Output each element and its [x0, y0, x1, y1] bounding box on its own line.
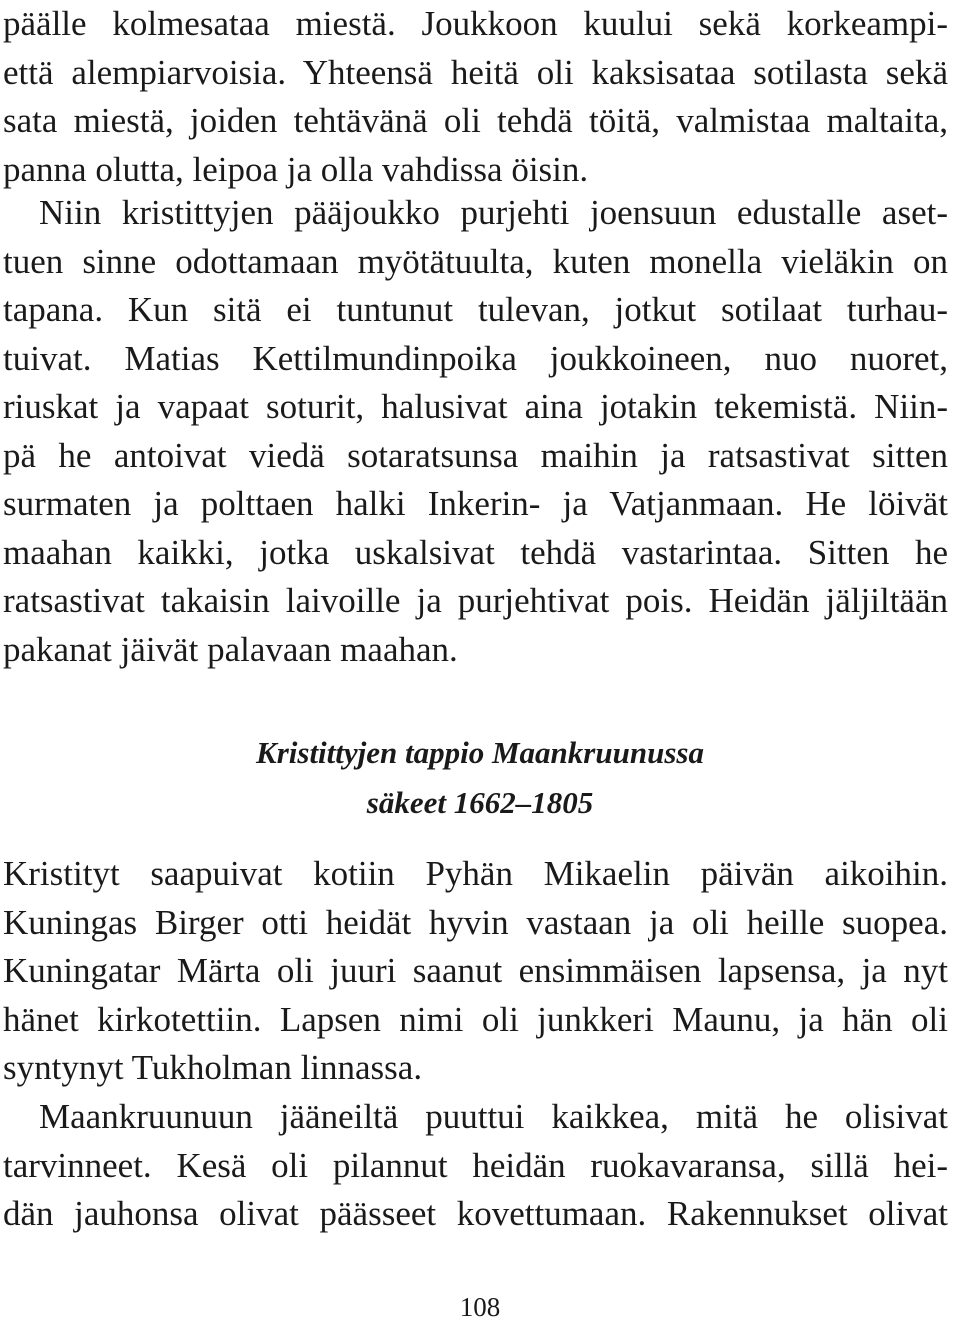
text-line: pakanat jäivät palavaan maahan.: [3, 629, 458, 669]
text-line: pä he antoivat viedä sotaratsunsa maihin ja ratsastivat sitten: [3, 435, 948, 475]
text-line: sata miestä, joiden tehtävänä oli tehdä töitä, valmistaa maltaita,: [3, 101, 948, 140]
text-line: panna olutta, leipoa ja olla vahdissa öisin.: [3, 149, 589, 189]
text-line: hänet kirkotettiin. Lapsen nimi oli junkkeri Maunu, ja hän oli: [3, 999, 948, 1039]
section-heading: [0, 728, 960, 828]
text-line: riuskat ja vapaat soturit, halusivat aina jotakin tekemistä. Niin-: [3, 387, 948, 426]
text-line: dän jauhonsa olivat päässeet kovettumaan. Rakennukset olivat: [3, 1194, 948, 1233]
text-line: Niin kristittyjen pääjoukko purjehti joensuun edustalle aset-: [39, 193, 948, 232]
text-line: tuen sinne odottamaan myötätuulta, kuten monella vieläkin on: [3, 241, 948, 281]
text-line: päälle kolmesataa miestä. Joukkoon kuului sekä korkeampi-: [3, 4, 948, 43]
section-title: Kristittyjen tappio Maankruunussa: [256, 735, 704, 770]
text-line: Kuningas Birger otti heidät hyvin vastaan ja oli heille suopea.: [3, 902, 948, 942]
text-line: ratsastivat takaisin laivoille ja purjehtivat pois. Heidän jäljiltään: [3, 581, 948, 620]
page-number: 108: [459, 1292, 501, 1322]
text-line: että alempiarvoisia. Yhteensä heitä oli kaksisataa sotilasta sekä: [3, 52, 948, 92]
text-line: maahan kaikki, jotka uskalsivat tehdä vastarintaa. Sitten he: [3, 532, 948, 572]
paragraph-return: [3, 850, 948, 1093]
text-line: Kristityt saapuivat kotiin Pyhän Mikaelin päivän aikoihin.: [3, 854, 948, 893]
section-subtitle: säkeet 1662–1805: [366, 785, 594, 820]
text-line: Kuningatar Märta oli juuri saanut ensimmäisen lapsensa, ja nyt: [3, 951, 948, 990]
text-line: tapana. Kun sitä ei tuntunut tulevan, jotkut sotilaat turhau-: [3, 290, 948, 329]
paragraph-shortage: [3, 1093, 948, 1239]
text-line: tuivat. Matias Kettilmundinpoika joukkoineen, nuo nuoret,: [3, 338, 948, 378]
paragraph-continued: [3, 0, 948, 194]
text-line: syntynyt Tukholman linnassa.: [3, 1048, 423, 1087]
text-line: tarvinneet. Kesä oli pilannut heidän ruokavaransa, sillä hei-: [3, 1145, 948, 1185]
text-line: Maankruunuun jääneiltä puuttui kaikkea, mitä he olisivat: [39, 1097, 948, 1136]
paragraph-crusade: [3, 189, 948, 674]
text-line: surmaten ja polttaen halki Inkerin- ja Vatjanmaan. He löivät: [3, 484, 948, 523]
